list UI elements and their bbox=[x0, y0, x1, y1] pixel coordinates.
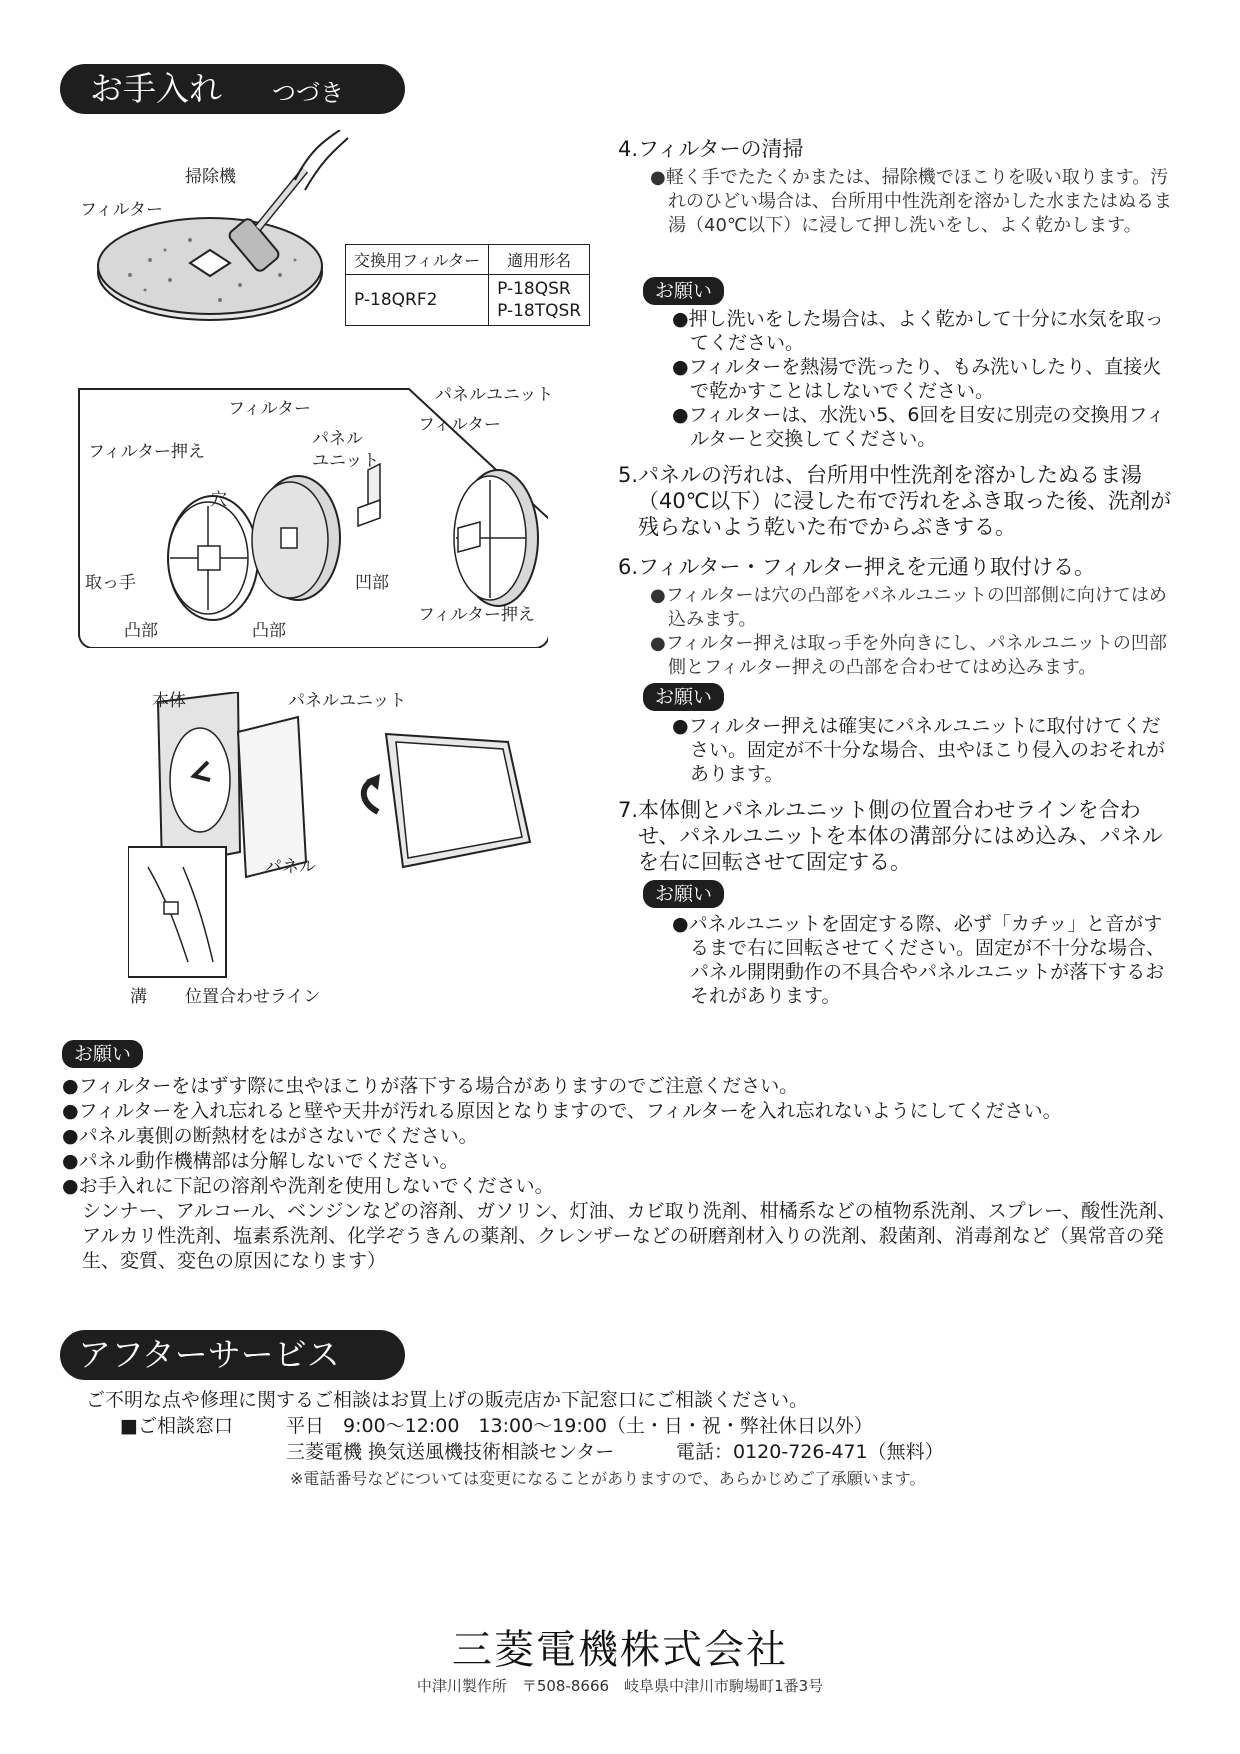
fig2-label-panel-unit-2: ユニット bbox=[312, 451, 380, 471]
company-name: 三菱電機株式会社 bbox=[452, 1627, 788, 1673]
fig2-label-handle: 取っ手 bbox=[85, 573, 136, 593]
bottom-note-item: ●フィルターをはずす際に虫やほこりが落下する場合がありますのでご注意ください。 bbox=[62, 1075, 799, 1097]
step-6-item: ●フィルターは穴の凸部をパネルユニットの凹部側に向けてはめ込みます。 bbox=[650, 585, 1167, 630]
label-vacuum: 掃除機 bbox=[185, 167, 236, 187]
fig2-label-hole: 穴 bbox=[210, 490, 227, 510]
note-badge-2: お願い bbox=[643, 683, 724, 711]
fig3-label-panel-unit: パネルユニット bbox=[288, 691, 407, 711]
after-service-intro: ご不明な点や修理に関するご相談はお買上げの販売店か下記窓口にご相談ください。 bbox=[86, 1389, 809, 1411]
after-service-phone: 電話：0120-726-471（無料） bbox=[676, 1441, 944, 1463]
bottom-note-item: ●フィルターを入れ忘れると壁や天井が汚れる原因となりますので、フィルターを入れ忘れないようにしてください。 bbox=[62, 1100, 1062, 1122]
bottom-note-item: ●パネル裏側の断熱材をはがさないでください。 bbox=[62, 1125, 478, 1147]
applicable-model-1: P-18QSR bbox=[497, 279, 571, 299]
company-address: 中津川製作所 〒508-8666 岐阜県中津川市駒場町1番3号 bbox=[416, 1677, 824, 1695]
step-7-title: 7.本体側とパネルユニット側の位置合わせラインを合わせ、パネルユニットを本体の溝部分にはめ込み、パネルを右に回転させて固定する。 bbox=[618, 798, 1163, 874]
note-1-item: ●フィルターは、水洗い5、6回を目安に別売の交換用フィルターと交換してください。 bbox=[672, 404, 1165, 450]
bottom-note-item: ●パネル動作機構部は分解しないでください。 bbox=[62, 1150, 459, 1172]
step-7 bbox=[618, 797, 1178, 875]
note-1-item: ●フィルターを熱湯で洗ったり、もみ洗いしたり、直接火で乾かすことはしないでください。 bbox=[672, 356, 1162, 402]
section-title-after-service bbox=[60, 1330, 405, 1380]
step-4-bullet: ●軽く手でたたくかまたは、掃除機でほこりを吸い取ります。汚れのひどい場合は、台所用中性洗剤を溶かした水またはぬるま湯（40℃以下）に浸して押し洗いをし、よく乾かします。 bbox=[650, 167, 1172, 236]
fig3-label-body: 本体 bbox=[152, 691, 186, 711]
fig3-label-align-line: 位置合わせライン bbox=[185, 987, 321, 1007]
table-header-model: 適用形名 bbox=[489, 245, 590, 275]
table-header-filter: 交換用フィルター bbox=[346, 245, 489, 275]
fig3-label-groove: 溝 bbox=[130, 987, 147, 1007]
fig2-label-filter: フィルター bbox=[228, 399, 311, 419]
note-2 bbox=[618, 714, 1178, 786]
step-6-item: ●フィルター押えは取っ手を外向きにし、パネルユニットの凹部側とフィルター押えの凸部を合わせてはめ込みます。 bbox=[650, 633, 1167, 678]
after-service-title: アフターサービス bbox=[78, 1335, 340, 1374]
after-service-disclaimer: ※電話番号などについては変更になることがありますので、あらかじめご了承願います。 bbox=[290, 1469, 926, 1488]
fig2-label-concave: 凹部 bbox=[355, 573, 389, 593]
note-3-item: ●パネルユニットを固定する際、必ず「カチッ」と音がするまで右に回転させてください。固定が不十分な場合、パネル開閉動作の不具合やパネルユニットが落下するおそれがあります。 bbox=[672, 913, 1166, 1007]
table-cell-filter-model: P-18QRF2 bbox=[346, 275, 489, 326]
section-title-text: お手入れ bbox=[90, 69, 222, 108]
note-1 bbox=[618, 307, 1178, 451]
bottom-note-solvents: シンナー、アルコール、ベンジンなどの溶剤、ガソリン、灯油、カビ取り洗剤、柑橘系などの植物系洗剤、スプレー、酸性洗剤、アルカリ性洗剤、塩素系洗剤、化学ぞうきんの薬剤、クレンザーなどの研磨剤材入りの洗剤、殺菌剤、消毒剤など（異常音の発生、変質、変色の原因になります） bbox=[82, 1200, 1177, 1272]
after-service-center: 三菱電機 換気送風機技術相談センター bbox=[286, 1441, 615, 1463]
note-3 bbox=[618, 912, 1178, 1008]
fig2-label-panel-unit-1: パネル bbox=[312, 429, 363, 449]
fig2-label-filter-holder: フィルター押え bbox=[88, 442, 205, 462]
fig2-label-right-panel-unit: パネルユニット bbox=[435, 385, 554, 405]
fig2-label-right-filter: フィルター bbox=[418, 415, 501, 435]
step-6-title: 6.フィルター・フィルター押えを元通り取付ける。 bbox=[618, 555, 1095, 579]
after-service-hours: 平日 9:00～12:00 13:00～19:00（土・日・祝・弊社休日以外） bbox=[286, 1415, 873, 1437]
step-4 bbox=[618, 136, 1178, 238]
section-subtitle-text: つづき bbox=[272, 79, 344, 107]
bottom-note-badge: お願い bbox=[62, 1040, 143, 1068]
note-1-item: ●押し洗いをした場合は、よく乾かして十分に水気を取ってください。 bbox=[672, 308, 1164, 354]
fig2-label-convex-1: 凸部 bbox=[124, 621, 158, 641]
step-5-title: 5.パネルの汚れは、台所用中性洗剤を溶かしたぬるま湯（40℃以下）に浸した布で汚れをふき取った後、洗剤が残らないよう乾いた布でからぶきする。 bbox=[618, 463, 1172, 539]
fig2-label-right-filter-holder: フィルター押え bbox=[418, 605, 535, 625]
step-4-title: 4.フィルターの清掃 bbox=[618, 137, 804, 161]
fig2-label-convex-2: 凸部 bbox=[252, 621, 286, 641]
label-filter: フィルター bbox=[80, 200, 163, 220]
section-title-care bbox=[60, 64, 405, 114]
replacement-filter-table bbox=[345, 244, 590, 326]
fig3-label-panel: パネル bbox=[265, 857, 316, 877]
applicable-model-2: P-18TQSR bbox=[497, 301, 582, 321]
note-badge-1: お願い bbox=[643, 277, 724, 305]
table-cell-applicable-models bbox=[489, 275, 590, 326]
bottom-note bbox=[62, 1074, 1192, 1274]
note-badge-3: お願い bbox=[643, 880, 724, 908]
note-2-item: ●フィルター押えは確実にパネルユニットに取付けてください。固定が不十分な場合、虫やほこり侵入のおそれがあります。 bbox=[672, 715, 1166, 785]
panel-install-illustration bbox=[128, 692, 548, 982]
step-6 bbox=[618, 554, 1178, 680]
after-service-window-label: ■ご相談窓口 bbox=[120, 1415, 233, 1437]
step-5 bbox=[618, 462, 1178, 540]
bottom-note-item: ●お手入れに下記の溶剤や洗剤を使用しないでください。 bbox=[62, 1175, 554, 1197]
